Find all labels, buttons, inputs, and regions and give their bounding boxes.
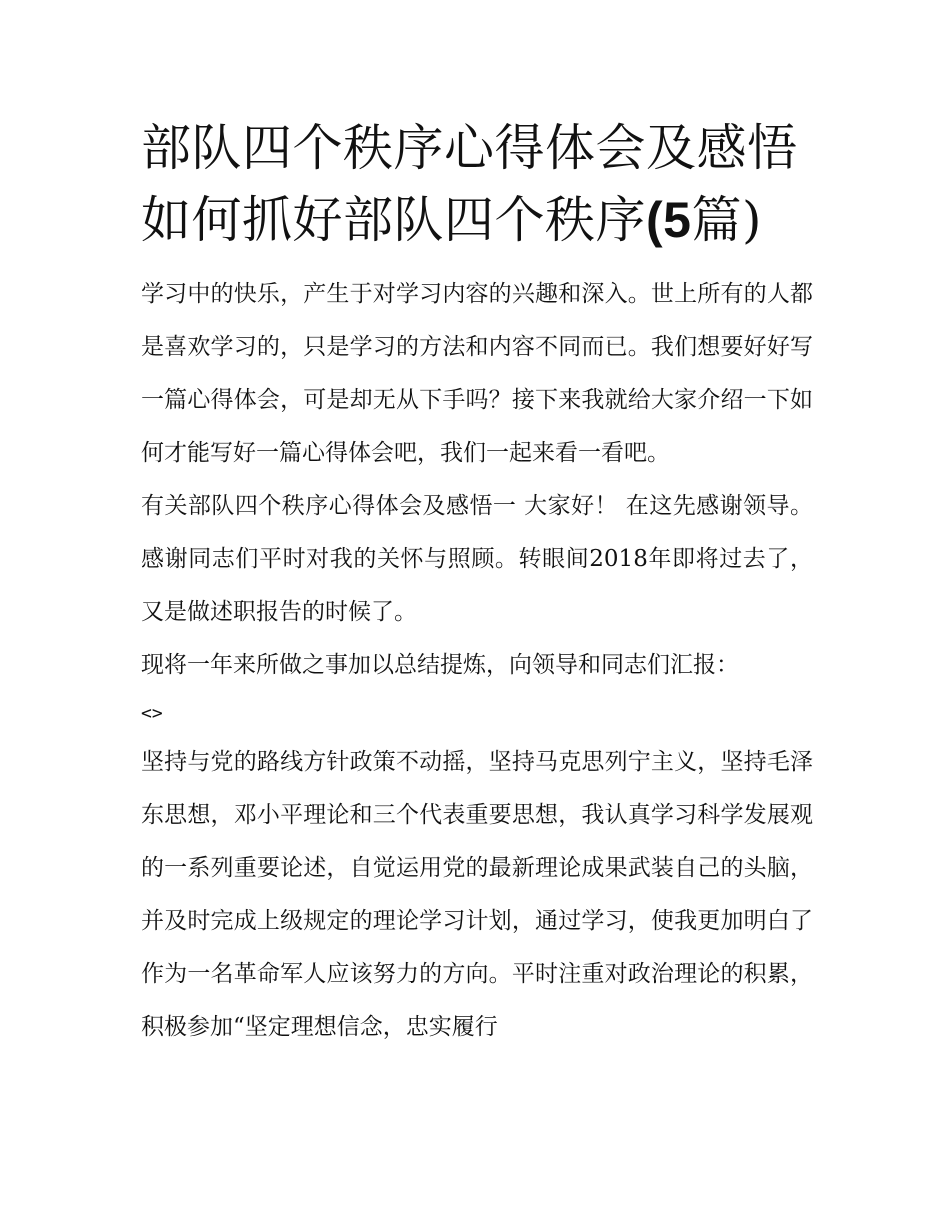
paragraph-intro: 学习中的快乐，产生于对学习内容的兴趣和深入。世上所有的人都是喜欢学习的，只是学习的方法和内容不同而已。我们想要好好写一篇心得体会，可是却无从下手吗？接下来我就给大家介绍一下如何才能写好一篇心得体会吧，我们一起来看一看吧。: [141, 281, 813, 466]
document-content: [141, 112, 813, 1054]
paragraph-summary-intro: 现将一年来所做之事加以总结提炼，向领导和同志们汇报：: [141, 652, 739, 678]
document-title: [141, 112, 813, 256]
paragraph-greeting: 有关部队四个秩序心得体会及感悟一 大家好！ 在这先感谢领导。感谢同志们平时对我的关怀与照顾。转眼间2018年即将过去了，又是做述职报告的时候了。: [141, 493, 813, 625]
title-line-2-prefix: 如何抓好部队四个秩序: [141, 191, 646, 249]
title-article-count: 5: [663, 192, 692, 248]
title-paren-open: (: [646, 192, 664, 248]
title-line-1: 部队四个秩序心得体会及感悟: [141, 119, 798, 177]
section-marker: <>: [141, 703, 163, 724]
document-body: [141, 268, 813, 1054]
paragraph-political-study: 坚持与党的路线方针政策不动摇，坚持马克思列宁主义，坚持毛泽东思想，邓小平理论和三个代表重要思想，我认真学习科学发展观的一系列重要论述，自觉运用党的最新理论成果武装自己的头脑，并及时完成上级规定的理论学习计划，通过学习，使我更加明白了作为一名革命军人应该努力的方向。平时注重对政治理论的积累，积极参加“坚定理想信念，忠实履行: [141, 749, 813, 1040]
title-line-2-suffix: 篇): [691, 191, 762, 249]
